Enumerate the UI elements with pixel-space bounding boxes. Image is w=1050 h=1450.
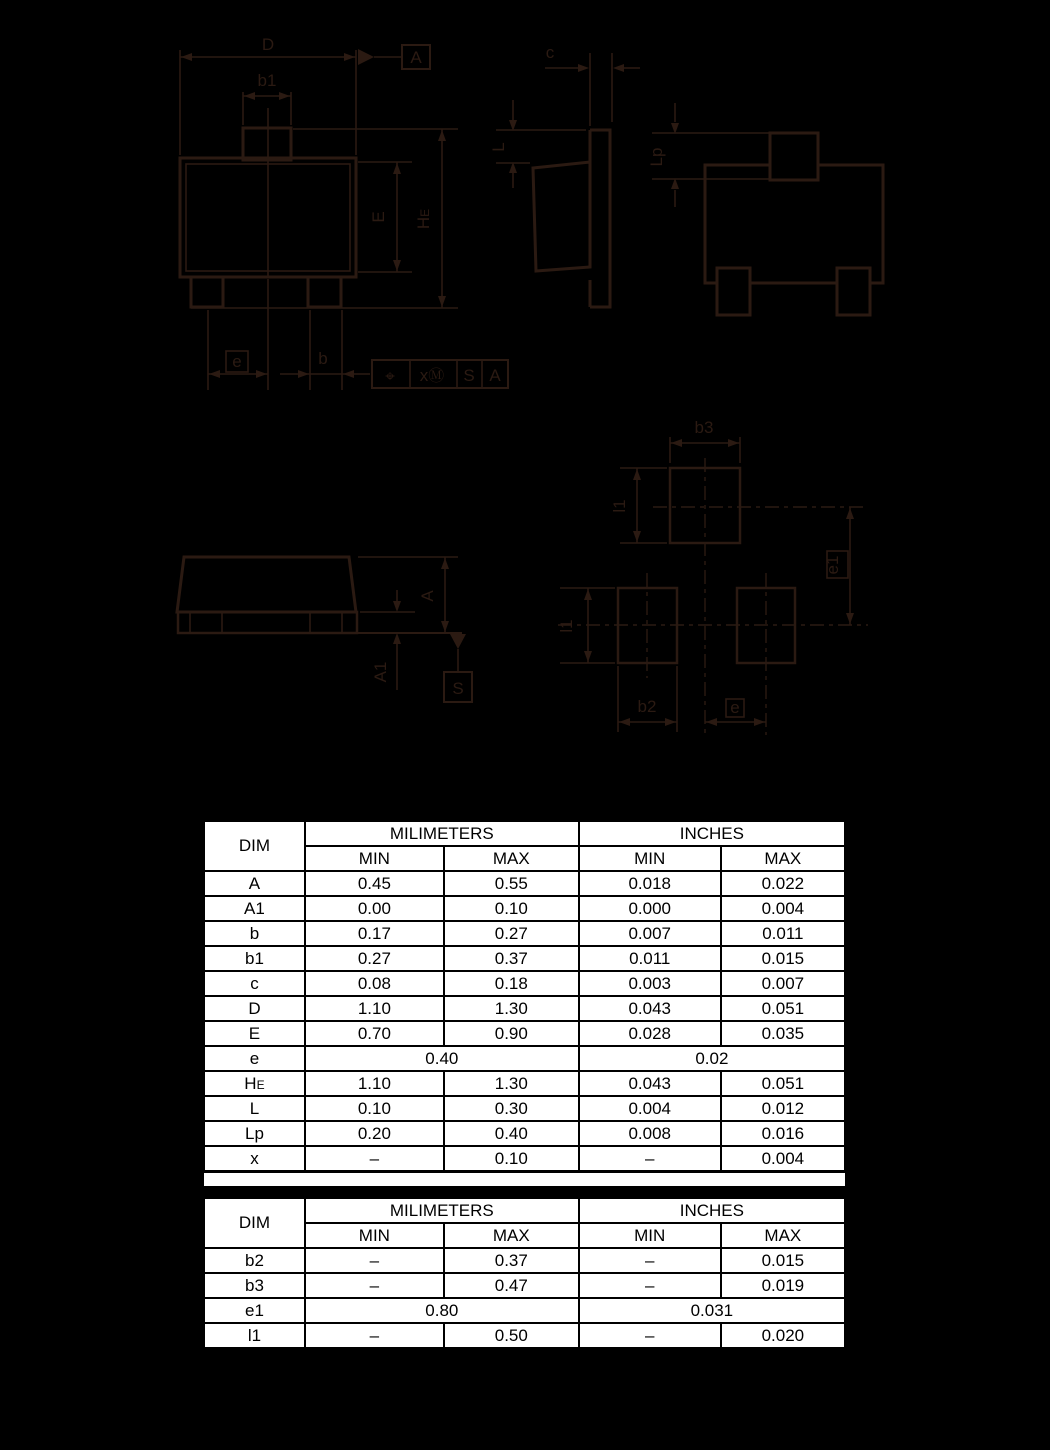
- value-cell: –: [305, 1146, 444, 1172]
- dim-column-header: DIM: [204, 1198, 305, 1249]
- value-cell: 1.10: [305, 1071, 444, 1096]
- table-spacer: [202, 1173, 847, 1188]
- dim-label-b1: b1: [257, 71, 277, 90]
- dim-label-Lp: Lp: [647, 147, 666, 167]
- value-cell: 0.011: [579, 946, 721, 971]
- value-cell: 0.003: [579, 971, 721, 996]
- inches-header: INCHES: [579, 1198, 846, 1224]
- dim-cell: A: [204, 871, 305, 896]
- value-cell: –: [305, 1273, 444, 1298]
- dim-label-l1-bottom: l1: [557, 619, 576, 633]
- tolerance-frame: [372, 360, 508, 388]
- frame-datum-s: S: [463, 366, 475, 385]
- dim-cell: E: [204, 1021, 305, 1046]
- value-cell: 0.015: [721, 946, 846, 971]
- in-min-header: MIN: [579, 1223, 721, 1248]
- value-cell: 0.10: [444, 896, 579, 921]
- table-row: [204, 1121, 846, 1146]
- table-row: [204, 996, 846, 1021]
- value-cell: 0.008: [579, 1121, 721, 1146]
- package-dimension-table-panel: [202, 819, 847, 1188]
- table-header-row: [204, 1198, 846, 1224]
- value-cell: 1.10: [305, 996, 444, 1021]
- value-cell: –: [305, 1248, 444, 1273]
- table-row: [204, 1273, 846, 1298]
- value-cell: 0.011: [721, 921, 846, 946]
- value-cell: 0.031: [579, 1298, 846, 1323]
- value-cell: 0.40: [305, 1046, 579, 1071]
- value-cell: 0.035: [721, 1021, 846, 1046]
- value-cell: 0.18: [444, 971, 579, 996]
- in-min-header: MIN: [579, 846, 721, 871]
- value-cell: 0.37: [444, 1248, 579, 1273]
- value-cell: 0.004: [721, 1146, 846, 1172]
- value-cell: 0.50: [444, 1323, 579, 1349]
- table-row: [204, 921, 846, 946]
- table-row: [204, 871, 846, 896]
- bottom-view: [705, 133, 883, 315]
- value-cell: 0.018: [579, 871, 721, 896]
- value-cell: 0.016: [721, 1121, 846, 1146]
- dim-cell: L: [204, 1096, 305, 1121]
- value-cell: –: [305, 1323, 444, 1349]
- mm-min-header: MIN: [305, 846, 444, 871]
- millimeters-header: MILIMETERS: [305, 821, 579, 847]
- dim-label-e-land: e: [730, 698, 740, 717]
- value-cell: 0.015: [721, 1248, 846, 1273]
- value-cell: 0.028: [579, 1021, 721, 1046]
- value-cell: 0.10: [444, 1146, 579, 1172]
- dim-cell: Lp: [204, 1121, 305, 1146]
- table-row: [204, 1248, 846, 1273]
- dim-cell: c: [204, 971, 305, 996]
- package-dimension-table: [202, 819, 847, 1173]
- dim-label-b2: b2: [637, 697, 657, 716]
- frame-datum-a: A: [489, 366, 501, 385]
- dim-label-A: A: [418, 590, 437, 602]
- dim-cell: b3: [204, 1273, 305, 1298]
- value-cell: –: [579, 1248, 721, 1273]
- value-cell: 0.004: [579, 1096, 721, 1121]
- dim-cell: e: [204, 1046, 305, 1071]
- tolerance-value: xⓂ: [419, 366, 445, 385]
- value-cell: 0.17: [305, 921, 444, 946]
- dim-label-D: D: [261, 35, 275, 54]
- value-cell: 0.08: [305, 971, 444, 996]
- value-cell: 0.022: [721, 871, 846, 896]
- dim-label-e1: e1: [823, 555, 842, 575]
- table-row: [204, 1323, 846, 1349]
- value-cell: 0.000: [579, 896, 721, 921]
- dim-label-b: b: [318, 349, 328, 368]
- in-max-header: MAX: [721, 846, 846, 871]
- table-row: [204, 1021, 846, 1046]
- dim-cell: e1: [204, 1298, 305, 1323]
- value-cell: 0.051: [721, 996, 846, 1021]
- value-cell: 0.007: [721, 971, 846, 996]
- table-row: [204, 1046, 846, 1071]
- value-cell: 0.007: [579, 921, 721, 946]
- value-cell: 0.10: [305, 1096, 444, 1121]
- position-symbol: ⌖: [385, 367, 395, 386]
- table-row: [204, 1096, 846, 1121]
- value-cell: 1.30: [444, 996, 579, 1021]
- datum-s-label: S: [452, 679, 464, 698]
- value-cell: 0.40: [444, 1121, 579, 1146]
- inches-header: INCHES: [579, 821, 846, 847]
- value-cell: 0.20: [305, 1121, 444, 1146]
- value-cell: 0.47: [444, 1273, 579, 1298]
- table-row: [204, 896, 846, 921]
- land-pattern-table-panel: [202, 1196, 847, 1350]
- table-header-row: [204, 821, 846, 847]
- dim-cell: D: [204, 996, 305, 1021]
- datum-s-triangle: [450, 634, 466, 649]
- value-cell: 0.00: [305, 896, 444, 921]
- table-row: [204, 971, 846, 996]
- value-cell: 0.80: [305, 1298, 579, 1323]
- land-pattern: [557, 418, 868, 735]
- value-cell: 0.55: [444, 871, 579, 896]
- value-cell: 0.019: [721, 1273, 846, 1298]
- in-max-header: MAX: [721, 1223, 846, 1248]
- dim-cell: b2: [204, 1248, 305, 1273]
- value-cell: 0.020: [721, 1323, 846, 1349]
- dim-cell: A1: [204, 896, 305, 921]
- profile-view: [177, 557, 472, 702]
- table-row: [204, 1146, 846, 1172]
- value-cell: 0.90: [444, 1021, 579, 1046]
- dim-cell: HE: [204, 1071, 305, 1096]
- value-cell: 0.012: [721, 1096, 846, 1121]
- dim-column-header: DIM: [204, 821, 305, 872]
- datum-a-label: A: [410, 48, 422, 67]
- dim-label-e: e: [232, 352, 242, 371]
- dim-cell: l1: [204, 1323, 305, 1349]
- dim-cell: x: [204, 1146, 305, 1172]
- dim-label-L: L: [489, 142, 508, 152]
- value-cell: 0.043: [579, 996, 721, 1021]
- value-cell: 0.043: [579, 1071, 721, 1096]
- datum-a-triangle: [358, 49, 374, 65]
- dim-label-b3: b3: [694, 418, 714, 437]
- value-cell: 0.37: [444, 946, 579, 971]
- value-cell: 0.051: [721, 1071, 846, 1096]
- table-row: [204, 1071, 846, 1096]
- front-view: [180, 35, 508, 390]
- mm-min-header: MIN: [305, 1223, 444, 1248]
- dim-label-l1-top: l1: [610, 499, 629, 513]
- dim-cell: b: [204, 921, 305, 946]
- value-cell: –: [579, 1273, 721, 1298]
- value-cell: 0.27: [444, 921, 579, 946]
- value-cell: 0.27: [305, 946, 444, 971]
- value-cell: 1.30: [444, 1071, 579, 1096]
- value-cell: 0.45: [305, 871, 444, 896]
- mm-max-header: MAX: [444, 1223, 579, 1248]
- value-cell: 0.02: [579, 1046, 846, 1071]
- dim-cell: b1: [204, 946, 305, 971]
- value-cell: –: [579, 1146, 721, 1172]
- table-row: [204, 946, 846, 971]
- value-cell: 0.30: [444, 1096, 579, 1121]
- mm-max-header: MAX: [444, 846, 579, 871]
- value-cell: 0.70: [305, 1021, 444, 1046]
- dim-label-HE: HE: [414, 208, 433, 230]
- land-pattern-table: [202, 1196, 847, 1350]
- dim-label-c: c: [545, 43, 555, 62]
- dim-label-A1: A1: [371, 661, 390, 683]
- millimeters-header: MILIMETERS: [305, 1198, 579, 1224]
- value-cell: –: [579, 1323, 721, 1349]
- dim-label-E: E: [369, 211, 388, 223]
- value-cell: 0.004: [721, 896, 846, 921]
- table-row: [204, 1298, 846, 1323]
